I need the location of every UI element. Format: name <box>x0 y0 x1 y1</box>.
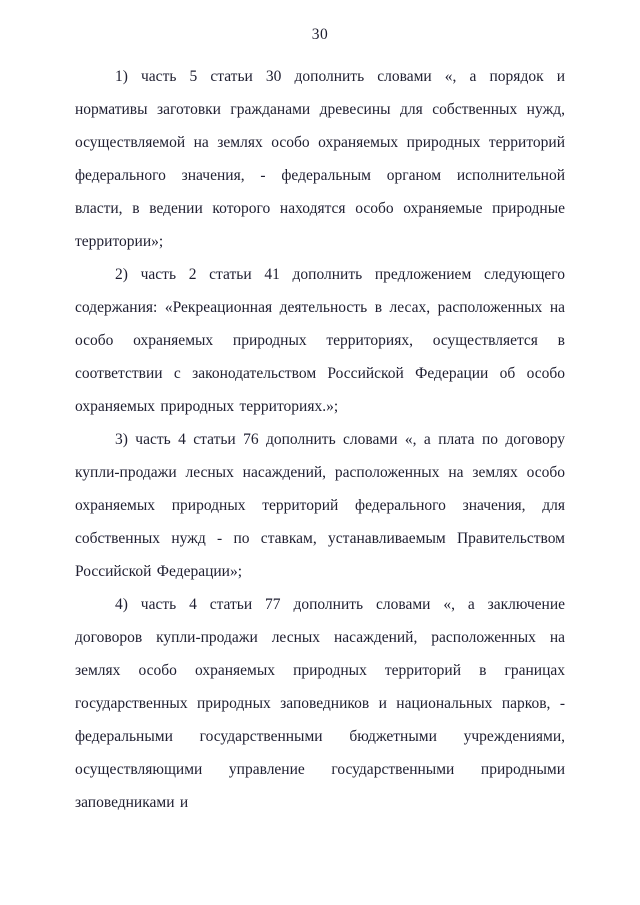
paragraph-amendment-3: 3) часть 4 статьи 76 дополнить словами «, а плата по договору купли-продажи лесных насаждений, расположенных на землях особо охраняемых природных территорий федерального значения, для собственных нужд - по ставкам, устанавливаемым Правительством Российской Федерации»; <box>75 431 565 580</box>
document-body <box>75 60 565 819</box>
paragraph-amendment-2: 2) часть 2 статьи 41 дополнить предложением следующего содержания: «Рекреационная деятельность в лесах, расположенных на особо охраняемых природных территориях, осуществляется в соответствии с законодательством Российской Федерации об особо охраняемых природных территориях.»; <box>75 266 565 415</box>
paragraph-amendment-1: 1) часть 5 статьи 30 дополнить словами «, а порядок и нормативы заготовки гражданами древесины для собственных нужд, осуществляемой на землях особо охраняемых природных территорий федерального значения, - федеральным органом исполнительной власти, в ведении которого находятся особо охраняемые природные территории»; <box>75 68 565 250</box>
page-number: 30 <box>311 26 329 43</box>
paragraph-amendment-4: 4) часть 4 статьи 77 дополнить словами «, а заключение договоров купли-продажи лесных насаждений, расположенных на землях особо охраняемых природных территорий в границах государственных природных заповедников и национальных парков, - федеральными государственными бюджетными учреждениями, осуществляющими управление государственными природными заповедниками и <box>75 596 565 811</box>
